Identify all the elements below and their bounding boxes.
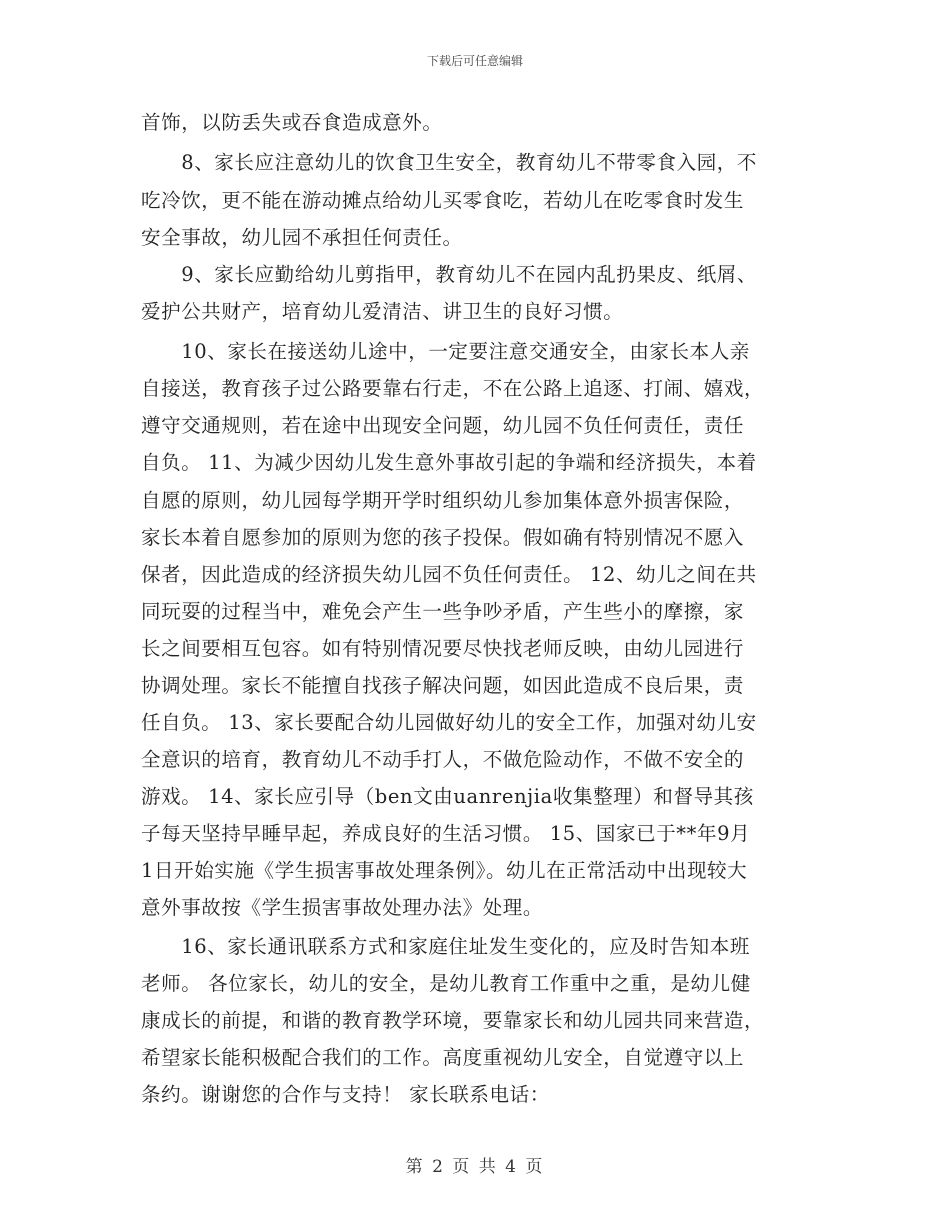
text-line: 任自负。 13、家长要配合幼儿园做好幼儿的安全工作，加强对幼儿安 (141, 711, 757, 734)
text-line: 条约。谢谢您的合作与支持！ 家长联系电话： (141, 1083, 550, 1106)
page-header: 下载后可任意编辑 (426, 54, 523, 68)
text-line: 希望家长能积极配合我们的工作。高度重视幼儿安全，自觉遵守以上 (141, 1046, 745, 1069)
text-line: 遵守交通规则，若在途中出现安全问题，幼儿园不负任何责任，责任 (141, 414, 745, 437)
text-line: 16、家长通讯联系方式和家庭住址发生变化的，应及时告知本班 (141, 935, 750, 958)
text-line: 吃冷饮，更不能在游动摊点给幼儿买零食吃，若幼儿在吃零食时发生 (141, 189, 745, 212)
text-line: 9、家长应勤给幼儿剪指甲，教育幼儿不在园内乱扔果皮、纸屑、 (141, 263, 758, 286)
text-line: 爱护公共财产，培育幼儿爱清洁、讲卫生的良好习惯。 (141, 300, 624, 323)
text-line: 子每天坚持早睡早起，养成良好的生活习惯。 15、国家已于**年9月 (141, 822, 751, 845)
text-line: 协调处理。家长不能擅自找孩子解决问题，如因此造成不良后果，责 (141, 674, 745, 697)
text-line: 同玩耍的过程当中，难免会产生一些争吵矛盾，产生些小的摩擦，家 (141, 600, 745, 623)
text-line: 长之间要相互包容。如有特别情况要尽快找老师反映，由幼儿园进行 (141, 637, 745, 660)
text-line: 老师。 各位家长，幼儿的安全，是幼儿教育工作重中之重，是幼儿健 (141, 972, 751, 995)
text-line: 游戏。 14、家长应引导（ben文由uanrenjia收集整理）和督导其孩 (141, 785, 754, 808)
text-line: 自愿的原则，幼儿园每学期开学时组织幼儿参加集体意外损害保险， (141, 489, 745, 512)
text-line: 8、家长应注意幼儿的饮食卫生安全，教育幼儿不带零食入园，不 (141, 151, 758, 174)
text-line: 安全事故，幼儿园不承担任何责任。 (141, 226, 463, 249)
text-line: 全意识的培育，教育幼儿不动手打人，不做危险动作，不做不安全的 (141, 748, 745, 771)
text-line: 首饰，以防丢失或吞食造成意外。 (141, 111, 443, 134)
text-line: 意外事故按《学生损害事故处理办法》处理。 (141, 896, 544, 919)
text-line: 家长本着自愿参加的原则为您的孩子投保。假如确有特别情况不愿入 (141, 526, 745, 549)
text-line: 保者，因此造成的经济损失幼儿园不负任何责任。 12、幼儿之间在共 (141, 563, 757, 586)
text-line: 自接送，教育孩子过公路要靠右行走，不在公路上追逐、打闹、嬉戏， (141, 377, 765, 400)
text-line: 1日开始实施《学生损害事故处理条例》。幼儿在正常活动中出现较大 (141, 859, 748, 882)
text-line: 10、家长在接送幼儿途中，一定要注意交通安全，由家长本人亲 (141, 340, 750, 363)
text-line: 康成长的前提，和谐的教育教学环境，要靠家长和幼儿园共同来营造， (141, 1009, 765, 1032)
page-number: 第 2 页 共 4 页 (405, 1157, 545, 1177)
text-line: 自负。 11、为减少因幼儿发生意外事故引起的争端和经济损失，本着 (141, 451, 757, 474)
